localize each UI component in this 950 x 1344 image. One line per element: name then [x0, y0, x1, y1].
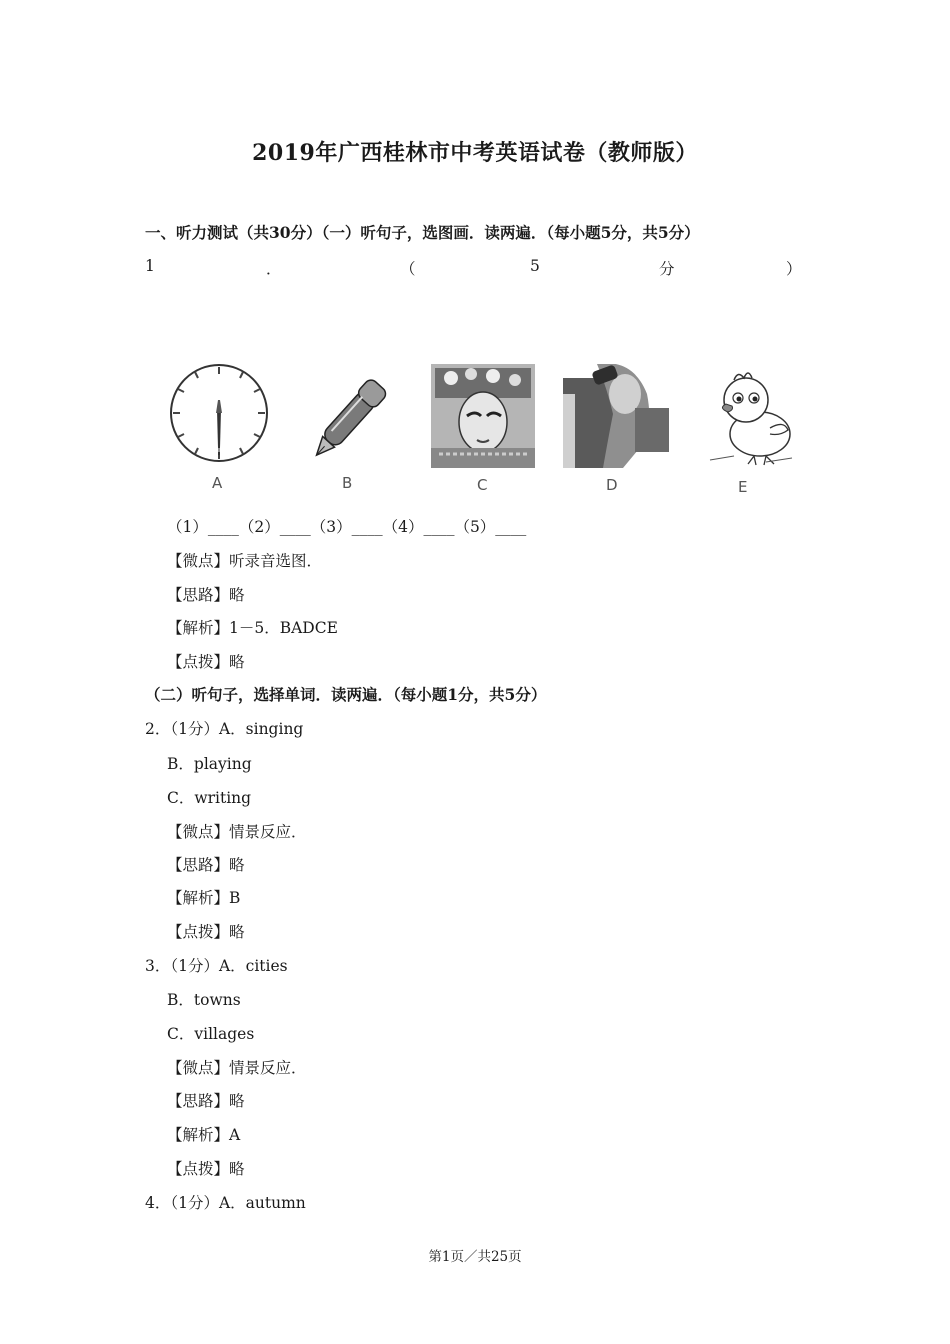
page-title: 2019年广西桂林市中考英语试卷（教师版） [252, 140, 698, 166]
weidian-note: 【微点】听录音选图． [167, 552, 323, 570]
image-label-b: B [342, 474, 353, 492]
silu-note: 【思路】略 [167, 856, 245, 874]
silu-note: 【思路】略 [167, 586, 245, 604]
dianbo-note: 【点拨】略 [167, 653, 245, 671]
question-2-option-c: C．writing [167, 789, 252, 807]
jiexi-note: 【解析】A [167, 1126, 241, 1144]
dianbo-note: 【点拨】略 [167, 1160, 245, 1178]
opera-face-icon [431, 364, 535, 468]
dianbo-note: 【点拨】略 [167, 923, 245, 941]
image-label-c: C [477, 476, 488, 494]
score-unit: 分 [659, 260, 675, 278]
jiexi-note: 【解析】B [167, 889, 241, 907]
section-heading-words: （二）听句子，选择单词．读两遍．（每小题1分，共5分） [145, 685, 547, 704]
weidian-note: 【微点】情景反应． [167, 1059, 307, 1077]
question-number: 1 [145, 257, 155, 275]
question-dot: ． [266, 260, 282, 278]
person-drinking-icon [563, 364, 669, 468]
question-3-option-b: B．towns [167, 991, 241, 1009]
question-2-stem: 2．（1分）A．singing [145, 720, 304, 738]
paren-open: （ [400, 260, 416, 278]
question-3-option-c: C．villages [167, 1025, 255, 1043]
question-4-stem: 4．（1分）A．autumn [145, 1194, 306, 1212]
score-value: 5 [530, 257, 540, 275]
weidian-note: 【微点】情景反应． [167, 823, 307, 841]
image-label-e: E [738, 478, 748, 496]
image-label-d: D [606, 476, 618, 494]
question-3-stem: 3．（1分）A．cities [145, 957, 288, 975]
answer-blanks: （1）____（2）____（3）____（4）____（5）____ [167, 518, 527, 536]
chick-icon [704, 364, 796, 468]
paren-close: ） [786, 260, 802, 278]
question-2-option-b: B．playing [167, 755, 252, 773]
image-label-a: A [212, 474, 223, 492]
jiexi-note: 【解析】1－5．BADCE [167, 619, 338, 637]
silu-note: 【思路】略 [167, 1092, 245, 1110]
section-heading-listening: 一、听力测试（共30分）（一）听句子，选图画．读两遍．（每小题5分，共5分） [145, 223, 700, 242]
pen-icon [298, 366, 402, 470]
page-footer: 第1页／共25页 [428, 1249, 522, 1265]
clock-icon [166, 360, 272, 466]
